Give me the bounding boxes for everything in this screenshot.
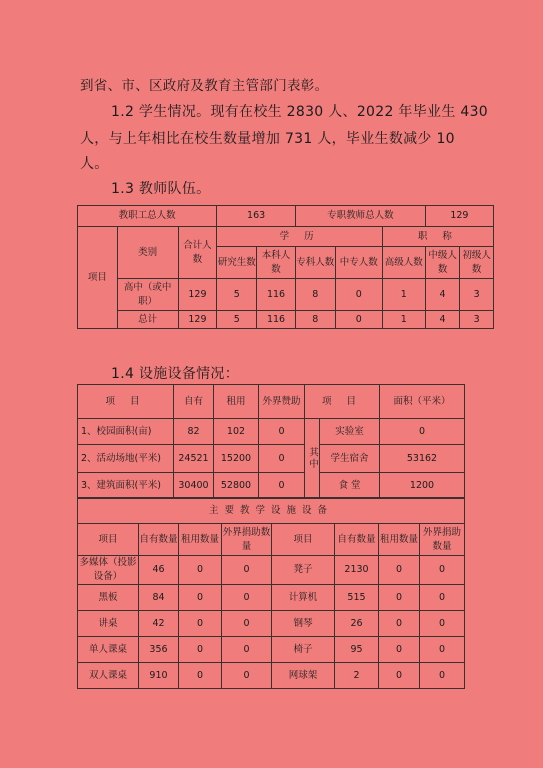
cell: 2130 — [335, 556, 379, 585]
table-row — [78, 611, 465, 637]
row-name: 1、校园面积(亩) — [78, 419, 174, 445]
sub-name: 食 堂 — [320, 473, 380, 499]
cell: 82 — [174, 419, 214, 445]
total-staff-value: 163 — [217, 206, 296, 227]
cell: 30400 — [174, 473, 214, 499]
cell: 4 — [425, 279, 460, 311]
qizhong-label: 其中 — [305, 419, 320, 499]
row-name: 高中（或中职） — [117, 279, 178, 311]
table-row — [78, 419, 465, 445]
equip-header: 自有数量 — [335, 524, 379, 556]
category-header: 类别 — [117, 227, 178, 279]
cell: 0 — [179, 637, 222, 663]
cell: 4 — [425, 311, 460, 329]
sub-name: 学生宿舍 — [320, 445, 380, 473]
cell: 52800 — [214, 473, 259, 499]
cell: 0 — [179, 611, 222, 637]
col-header: 中专人数 — [335, 247, 382, 279]
sub-area: 1200 — [380, 473, 465, 499]
education-header: 学 历 — [217, 227, 383, 247]
total-staff-label: 教职工总人数 — [78, 206, 217, 227]
cell: 46 — [139, 556, 179, 585]
cell: 95 — [335, 637, 379, 663]
table-row — [78, 663, 465, 689]
cell: 1 — [382, 279, 425, 311]
cell: 0 — [222, 611, 272, 637]
cell: 0 — [420, 663, 465, 689]
section-heading-teachers: 1.3 教师队伍。 — [111, 181, 211, 197]
cell: 0 — [259, 419, 305, 445]
cell: 116 — [257, 279, 296, 311]
cell: 0 — [259, 445, 305, 473]
cell: 0 — [259, 473, 305, 499]
cell: 0 — [379, 585, 420, 611]
equipment-table — [77, 497, 465, 689]
cell: 2 — [335, 663, 379, 689]
cell: 0 — [379, 611, 420, 637]
cell: 26 — [335, 611, 379, 637]
cell: 8 — [295, 311, 335, 329]
col-header: 本科人数 — [257, 247, 296, 279]
facility-header: 自有 — [174, 385, 214, 419]
paragraph-line: 到省、市、区政府及教育主管部门表彰。 — [80, 78, 329, 94]
cell: 0 — [222, 556, 272, 585]
cell: 计算机 — [272, 585, 335, 611]
cell: 42 — [139, 611, 179, 637]
facility-header: 外界赞助 — [259, 385, 305, 419]
cell: 0 — [179, 585, 222, 611]
cell: 1 — [382, 311, 425, 329]
cell: 515 — [335, 585, 379, 611]
cell: 15200 — [214, 445, 259, 473]
col-header: 专科人数 — [295, 247, 335, 279]
cell: 5 — [217, 311, 257, 329]
sub-name: 实验室 — [320, 419, 380, 445]
cell: 0 — [420, 611, 465, 637]
facility-header: 面积（平米） — [380, 385, 465, 419]
cell: 0 — [179, 663, 222, 689]
cell: 0 — [420, 637, 465, 663]
table-row — [78, 279, 494, 311]
facility-header: 项 目 — [78, 385, 174, 419]
teacher-table — [77, 205, 494, 329]
student-info-line: 人，与上年相比在校生数量增加 731 人，毕业生数减少 10 — [80, 131, 455, 147]
student-info-line: 1.2 学生情况。现有在校生 2830 人、2022 年毕业生 430 — [111, 104, 488, 120]
cell: 129 — [178, 279, 217, 311]
cell: 网球架 — [272, 663, 335, 689]
cell: 黑板 — [78, 585, 139, 611]
cell: 0 — [335, 311, 382, 329]
cell: 116 — [257, 311, 296, 329]
table-row — [78, 556, 465, 585]
cell: 129 — [178, 311, 217, 329]
cell: 钢琴 — [272, 611, 335, 637]
cell: 102 — [214, 419, 259, 445]
equip-header: 自有数量 — [139, 524, 179, 556]
col-header: 研究生数 — [217, 247, 257, 279]
cell: 讲桌 — [78, 611, 139, 637]
col-header: 初级人数 — [460, 247, 494, 279]
table-row — [78, 473, 465, 499]
cell: 0 — [420, 556, 465, 585]
row-name: 总计 — [117, 311, 178, 329]
sub-area: 53162 — [380, 445, 465, 473]
facility-header: 租用 — [214, 385, 259, 419]
cell: 0 — [379, 556, 420, 585]
cell: 910 — [139, 663, 179, 689]
table-row — [78, 311, 494, 329]
cell: 0 — [222, 637, 272, 663]
fulltime-teacher-value: 129 — [425, 206, 493, 227]
item-header: 项目 — [78, 227, 118, 329]
cell: 0 — [335, 279, 382, 311]
equip-header: 外界捐助数量 — [420, 524, 465, 556]
cell: 凳子 — [272, 556, 335, 585]
facilities-table — [77, 384, 465, 499]
equipment-title: 主要教学设施设备 — [78, 498, 465, 524]
cell: 0 — [222, 663, 272, 689]
cell: 单人课桌 — [78, 637, 139, 663]
table-row — [78, 585, 465, 611]
sub-area: 0 — [380, 419, 465, 445]
sum-header: 合计人数 — [178, 227, 217, 279]
cell: 0 — [379, 637, 420, 663]
cell: 5 — [217, 279, 257, 311]
equip-header: 项目 — [78, 524, 139, 556]
facility-header: 项 目 — [305, 385, 380, 419]
cell: 8 — [295, 279, 335, 311]
cell: 356 — [139, 637, 179, 663]
cell: 双人课桌 — [78, 663, 139, 689]
row-name: 3、建筑面积(平米) — [78, 473, 174, 499]
cell: 0 — [420, 585, 465, 611]
cell: 3 — [460, 311, 494, 329]
cell: 0 — [222, 585, 272, 611]
equip-header: 项目 — [272, 524, 335, 556]
col-header: 高级人数 — [382, 247, 425, 279]
cell: 0 — [379, 663, 420, 689]
row-name: 2、活动场地(平米) — [78, 445, 174, 473]
cell: 0 — [179, 556, 222, 585]
cell: 3 — [460, 279, 494, 311]
cell: 84 — [139, 585, 179, 611]
title-header: 职 称 — [382, 227, 493, 247]
table-row — [78, 445, 465, 473]
table-row — [78, 637, 465, 663]
fulltime-teacher-label: 专职教师总人数 — [295, 206, 425, 227]
cell: 多媒体（投影设备） — [78, 556, 139, 585]
section-heading-facilities: 1.4 设施设备情况： — [111, 366, 240, 382]
equip-header: 外界捐助数量 — [222, 524, 272, 556]
cell: 椅子 — [272, 637, 335, 663]
cell: 24521 — [174, 445, 214, 473]
equip-header: 租用数量 — [379, 524, 420, 556]
col-header: 中级人数 — [425, 247, 460, 279]
student-info-line: 人。 — [80, 156, 109, 172]
equip-header: 租用数量 — [179, 524, 222, 556]
